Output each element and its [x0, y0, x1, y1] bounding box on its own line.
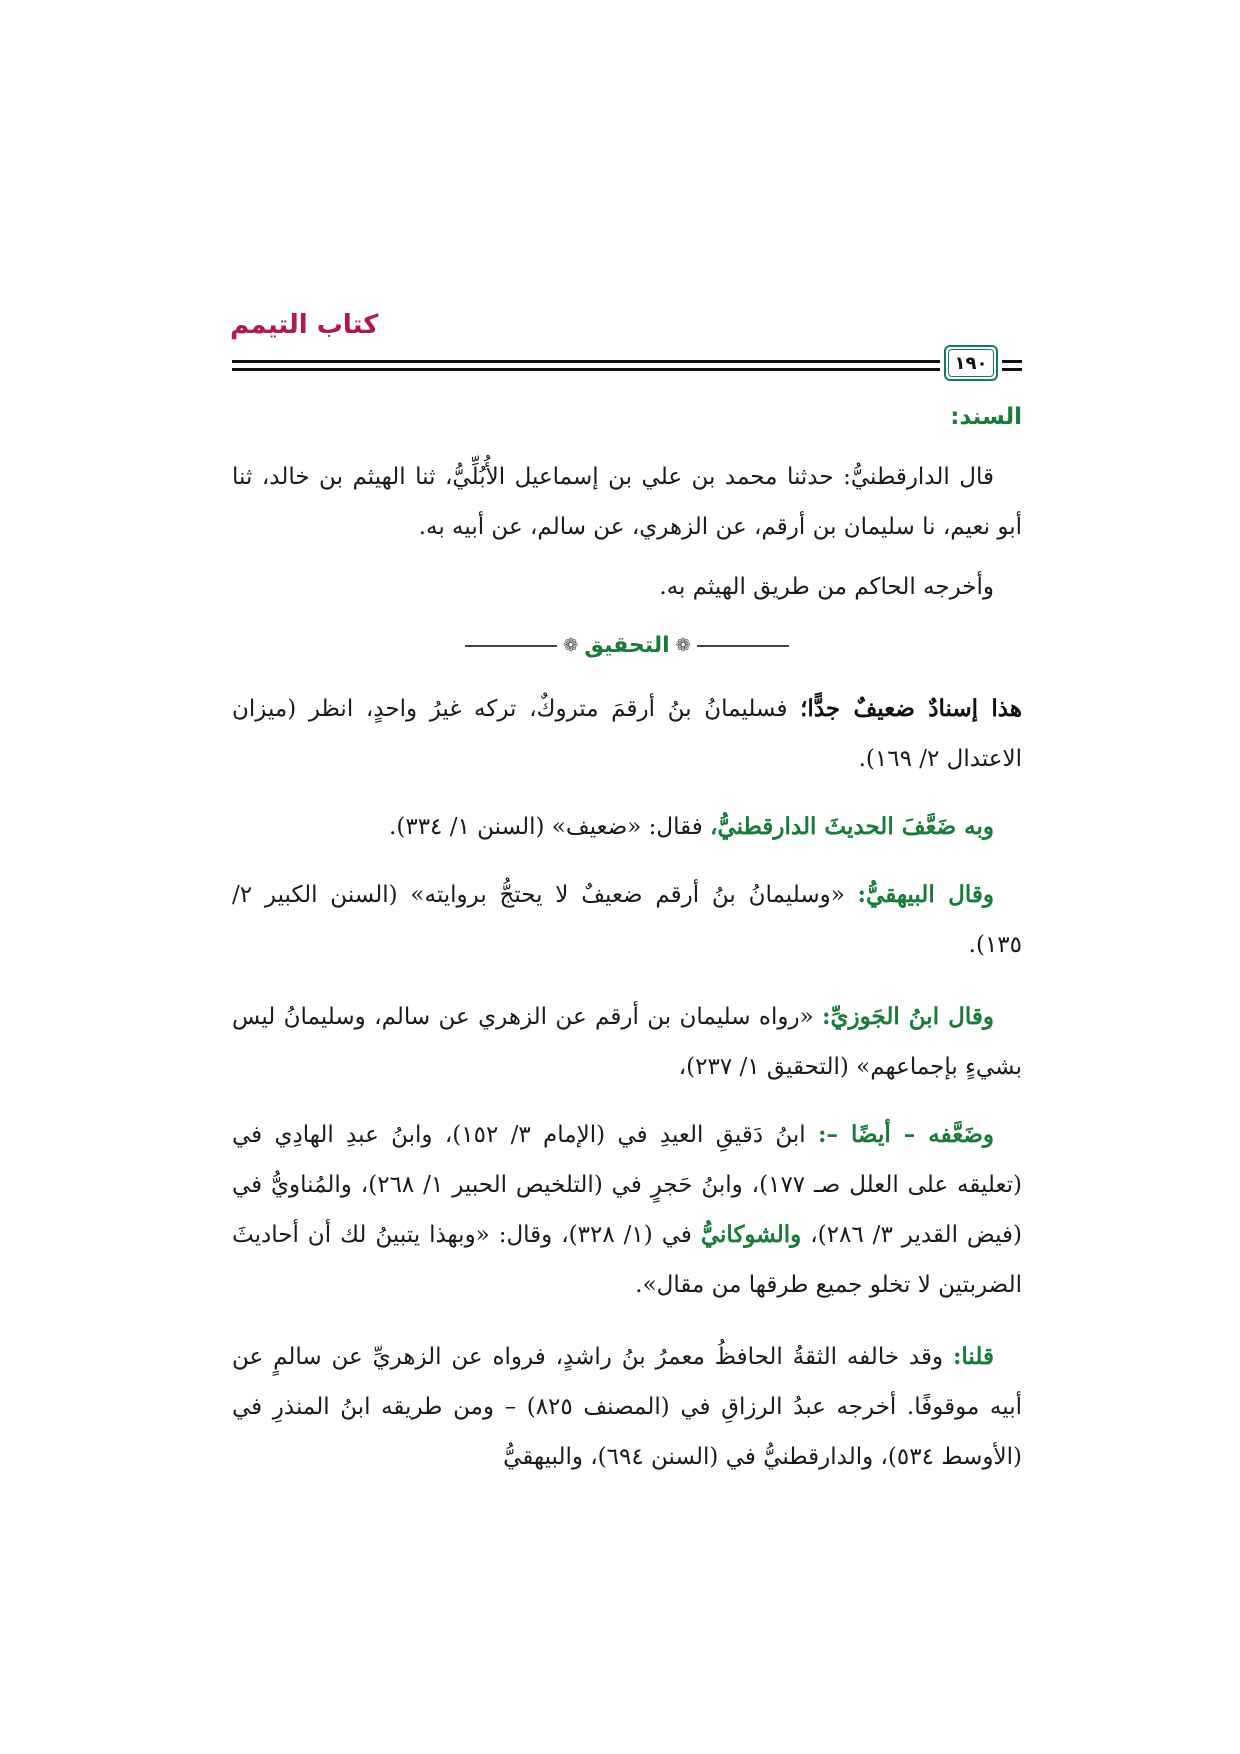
- isnad-verdict: هذا إسنادٌ ضعيفٌ جدًّا؛: [800, 695, 1022, 722]
- sanad-paragraph: قال الدارقطنيُّ: حدثنا محمد بن علي بن إسماعيل الأُبُلِّيُّ، ثنا الهيثم بن خالد، ثنا أبو نعيم، نا سليمان بن أرقم، عن الزهري، عن سالم، عن أبيه به.: [232, 464, 1022, 540]
- page-number-frame: [944, 345, 998, 381]
- hakim-paragraph: وأخرجه الحاكم من طريق الهيثم به.: [659, 574, 994, 600]
- tahqiq-paragraph-6: [232, 1332, 1022, 1482]
- page-body: [232, 392, 1022, 1482]
- ornament-icon: ❁: [675, 635, 691, 656]
- running-header-title: كتاب التيمم: [230, 310, 379, 340]
- page-number: ١٩٠: [948, 349, 994, 377]
- tahqiq-divider: [232, 626, 1022, 666]
- sanad-heading: السند:: [950, 404, 1022, 430]
- paragraph-text: «وسليمانُ بنُ أرقم ضعيفٌ لا يحتجُّ بروايته» (السنن الكبير ٢/ ١٣٥).: [232, 882, 1022, 958]
- emphasis-daraqutni: وبه ضَعَّفَ الحديثَ الدارقطنيُّ،: [710, 813, 994, 840]
- paragraph-text: فسليمانُ بنُ أرقمَ متروكٌ، تركه غيرُ واحدٍ، انظر (ميزان الاعتدال ٢/ ١٦٩).: [232, 696, 1022, 772]
- paragraph-text: في (١/ ٣٢٨)، وقال: «وبهذا يتبينُ لك أن أحاديثَ الضربتين لا تخلو جميع طرقها من مقال».: [232, 1222, 1022, 1298]
- tahqiq-paragraph-1: [232, 684, 1022, 784]
- paragraph-text: وقد خالفه الثقةُ الحافظُ معمرُ بنُ راشدٍ، فرواه عن الزهريِّ عن سالمٍ عن أبيه موقوفًا. أخرجه عبدُ الرزاقِ في (المصنف ٨٢٥) – ومن طريقه ابنُ المنذرِ في (الأوسط ٥٣٤)، والدارقطنيُّ في (السنن ٦٩٤)، والبيهقيُّ: [232, 1344, 1022, 1470]
- tahqiq-paragraph-2: [232, 802, 1022, 852]
- section-heading-sanad: [232, 392, 1022, 442]
- tahqiq-heading: التحقيق: [584, 633, 670, 658]
- header-rule-right-top: [1002, 360, 1022, 363]
- paragraph-text: فقال: «ضعيف» (السنن ١/ ٣٣٤).: [389, 814, 711, 840]
- divider-line-left: [465, 645, 557, 647]
- emphasis-bayhaqi: وقال البيهقيُّ:: [857, 881, 994, 908]
- emphasis-ibn-jawzi: وقال ابنُ الجَوزيِّ:: [822, 1003, 994, 1030]
- ornament-icon: ❁: [563, 635, 579, 656]
- paragraph-text: ابنُ دَقيقِ العيدِ في (الإمام ٣/ ١٥٢)، وابنُ عبدِ الهادِي في (تعليقه على العلل صـ ١٧٧)، وابنُ حَجرٍ في (التلخيص الحبير ١/ ٢٦٨)، والمُناويُّ في (فيض القدير ٣/ ٢٨٦)،: [232, 1122, 1023, 1248]
- tahqiq-paragraph-5: [232, 1110, 1022, 1310]
- emphasis-qulna: قلنا:: [952, 1343, 994, 1370]
- tahqiq-paragraph-3: [232, 870, 1022, 970]
- divider-line-right: [697, 645, 789, 647]
- header-rule-right-bottom: [1002, 368, 1022, 371]
- tahqiq-paragraph-4: [232, 992, 1022, 1092]
- header-rule-top: [232, 360, 940, 363]
- emphasis-shawkani: والشوكانيُّ: [700, 1221, 802, 1248]
- paragraph-text: «رواه سليمان بن أرقم عن الزهري عن سالم، وسليمانُ ليس بشيءٍ بإجماعهم» (التحقيق ١/ ٢٣٧)،: [232, 1004, 1022, 1080]
- emphasis-weakened-also: وضَعَّفه – أيضًا –:: [818, 1121, 995, 1148]
- header-rule-bottom: [232, 368, 940, 371]
